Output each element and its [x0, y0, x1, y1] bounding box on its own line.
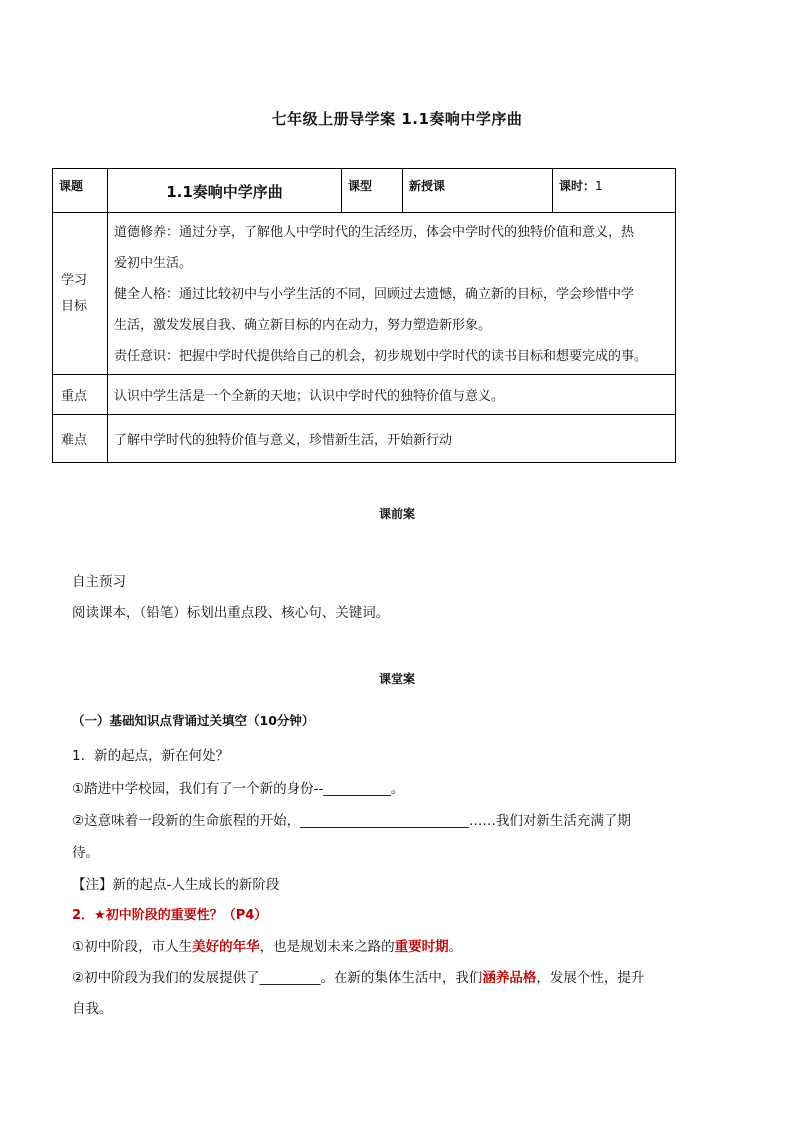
- goal-line: 爱初中生活。: [114, 256, 193, 271]
- difficulty-value: 了解中学时代的独特价值与意义，珍惜新生活，开始新行动: [108, 415, 676, 463]
- in-class-heading: 课堂案: [378, 672, 415, 686]
- q2b-highlight: 涵养品格: [482, 970, 537, 986]
- type-label: 课型: [342, 169, 403, 213]
- q2a-text-2: ，也是规划未来之路的: [259, 939, 395, 955]
- question-1-a: ①踏进中学校园，我们有了一个新的身份--__________。: [72, 781, 405, 797]
- question-2-b-cont: 自我。: [72, 1001, 113, 1017]
- question-1: 1．新的起点，新在何处？: [72, 748, 230, 764]
- question-2-b: [72, 966, 644, 986]
- difficulty-label: 难点: [53, 415, 108, 463]
- q2a-highlight-1: 美好的年华: [192, 939, 260, 955]
- note-line: 【注】新的起点-人生成长的新阶段: [72, 877, 280, 893]
- hours-cell: [553, 169, 676, 213]
- question-2-a: [72, 935, 462, 955]
- section-one-heading: （一）基础知识点背诵过关填空（10分钟）: [72, 713, 315, 728]
- question-2: 2．★初中阶段的重要性？（P4）: [72, 908, 268, 923]
- goals-label: [53, 213, 108, 375]
- goal-line: 道德修养：通过分享，了解他人中学时代的生活经历，体会中学时代的独特价值和意义，热: [114, 225, 635, 240]
- q2a-highlight-2: 重要时期: [394, 939, 449, 955]
- goals-content: [108, 213, 676, 375]
- q2a-text-3: 。: [448, 939, 463, 955]
- q2a-text-1: ①初中阶段，市人生: [72, 939, 193, 955]
- page-title: 七年级上册导学案 1.1奏响中学序曲: [271, 110, 523, 128]
- goal-line: 责任意识：把握中学时代提供给自己的机会，初步规划中学时代的读书目标和想要完成的事。: [114, 349, 648, 364]
- goals-label-line1: 学习: [61, 272, 88, 288]
- question-1-b: ②这意味着一段新的生命旅程的开始，_________________________……我们对新生活充满了期: [72, 813, 631, 829]
- hours-label: 课时：: [559, 179, 596, 193]
- hours-value: 1: [595, 179, 603, 193]
- topic-value: 1.1奏响中学序曲: [108, 169, 342, 213]
- lesson-info-table: [52, 168, 676, 463]
- goal-line: 生活，激发发展自我、确立新目标的内在动力，努力塑造新形象。: [114, 318, 492, 333]
- q2b-text-1: ②初中阶段为我们的发展提供了_________。在新的集体生活中，我们: [72, 970, 483, 986]
- goals-label-line2: 目标: [61, 298, 88, 314]
- type-value-text: 新授课: [409, 179, 446, 193]
- type-value: [403, 169, 553, 213]
- question-1-b-cont: 待。: [72, 845, 99, 861]
- goal-line: 健全人格：通过比较初中与小学生活的不同，回顾过去遗憾，确立新的目标，学会珍惜中学: [114, 287, 635, 302]
- key-point-label: 重点: [53, 375, 108, 415]
- topic-label: 课题: [53, 169, 108, 213]
- self-preview-label: 自主预习: [72, 574, 126, 590]
- q2b-text-2: ，发展个性，提升: [536, 970, 645, 986]
- self-preview-instruction: 阅读课本，（铅笔）标划出重点段、核心句、关键词。: [72, 605, 390, 621]
- pre-class-heading: 课前案: [378, 507, 415, 521]
- key-point-value: 认识中学生活是一个全新的天地；认识中学时代的独特价值与意义。: [108, 375, 676, 415]
